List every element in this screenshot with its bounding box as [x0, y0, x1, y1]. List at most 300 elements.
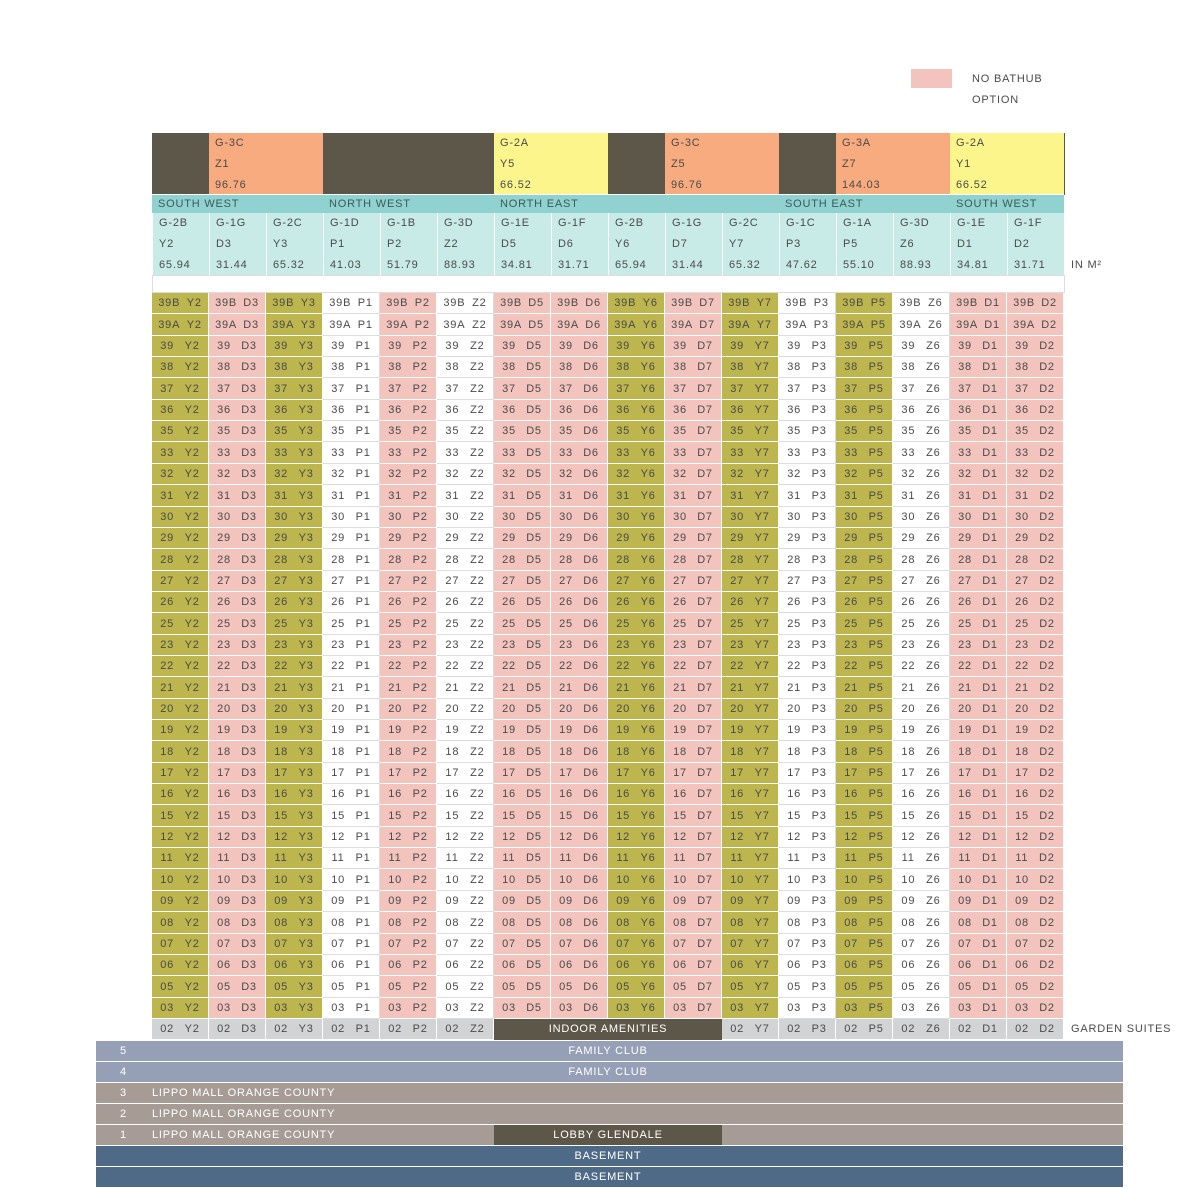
- unit-cell: [1007, 592, 1064, 613]
- floor-number: 07: [274, 938, 289, 950]
- unit-code: P2: [412, 340, 428, 352]
- unit-cell: [209, 912, 266, 934]
- unit-code: P3: [811, 446, 827, 459]
- unit-code: D7: [697, 425, 713, 437]
- floor-number: 07: [445, 938, 460, 950]
- floor-number: 03: [616, 1002, 631, 1014]
- unit-cell: [1007, 699, 1064, 720]
- floor-number: 37: [616, 382, 631, 395]
- floor-number: 06: [787, 959, 802, 971]
- unit-code: Y3: [298, 1023, 314, 1035]
- unit-cell: [494, 720, 551, 741]
- floor-number: 18: [502, 745, 516, 758]
- unit-code: D7: [697, 446, 713, 459]
- floor-number: 05: [160, 980, 175, 993]
- unit-cell: [608, 421, 665, 442]
- floor-number: 11: [730, 852, 744, 864]
- floor-number: 05: [445, 980, 460, 993]
- unit-code: D7: [697, 788, 713, 800]
- column-unit: Y6: [615, 238, 631, 250]
- unit-code: Y7: [754, 809, 770, 822]
- unit-code: P3: [811, 980, 827, 993]
- unit-cell: [665, 485, 722, 507]
- unit-code: D3: [241, 703, 257, 715]
- floor-number: 29: [388, 532, 403, 544]
- floor-number: 06: [217, 959, 231, 971]
- unit-code: P5: [868, 916, 884, 929]
- unit-code: Y7: [754, 980, 770, 993]
- floor-number: 33: [331, 446, 346, 459]
- unit-code: Y3: [298, 980, 314, 993]
- unit-code: Z2: [470, 916, 485, 929]
- unit-code: P1: [357, 318, 373, 331]
- unit-cell: [494, 485, 551, 507]
- unit-code: D2: [1039, 596, 1055, 608]
- unit-code: D2: [1041, 318, 1057, 331]
- unit-cell: [494, 955, 551, 976]
- unit-cell: [836, 869, 893, 891]
- unit-cell: [608, 592, 665, 613]
- unit-cell: [608, 741, 665, 763]
- unit-code: D5: [526, 596, 542, 608]
- unit-code: P1: [355, 382, 371, 395]
- unit-cell: [323, 741, 380, 763]
- unit-code: Y3: [298, 873, 314, 886]
- floor-number: 08: [445, 916, 460, 929]
- unit-cell: [893, 891, 950, 912]
- unit-code: P5: [868, 596, 884, 608]
- unit-code: Z2: [470, 788, 485, 800]
- direction-label: SOUTH WEST: [950, 194, 1064, 213]
- unit-cell: [665, 763, 722, 784]
- floor-number: 07: [331, 938, 346, 950]
- direction-label: SOUTH WEST: [152, 194, 323, 213]
- floor-number: 05: [502, 980, 516, 993]
- unit-cell: [950, 848, 1007, 869]
- top-unit-unit: Y5: [500, 158, 516, 170]
- floor-number: 28: [331, 553, 346, 566]
- floor-number: 32: [844, 468, 859, 480]
- unit-code: D3: [241, 895, 257, 907]
- column-unit: D7: [672, 238, 688, 250]
- floor-number: 22: [616, 660, 631, 672]
- floor-number: 26: [901, 596, 916, 608]
- column-header: [209, 213, 266, 275]
- floor-number: 39A: [671, 318, 694, 331]
- unit-code: D1: [982, 980, 998, 993]
- column-unit: Y2: [159, 238, 175, 250]
- unit-cell: [266, 869, 323, 891]
- floor-number: 37: [388, 382, 403, 395]
- unit-code: P2: [412, 596, 428, 608]
- unit-code: P2: [412, 511, 428, 523]
- unit-code: P1: [357, 297, 373, 309]
- unit-code: P1: [355, 959, 371, 971]
- floor-number: 28: [445, 553, 460, 566]
- floor-number: 08: [559, 916, 573, 929]
- unit-code: Y3: [298, 361, 314, 373]
- unit-code: P5: [868, 681, 884, 694]
- unit-cell: [1007, 891, 1064, 912]
- unit-cell: [551, 869, 608, 891]
- floor-number: 33: [217, 446, 231, 459]
- unit-code: P3: [811, 639, 827, 651]
- unit-cell: [494, 378, 551, 400]
- unit-code: D1: [982, 1002, 998, 1014]
- unit-code: Y7: [754, 361, 770, 373]
- floor-number: 23: [901, 639, 916, 651]
- unit-cell: [494, 592, 551, 613]
- unit-cell: [836, 891, 893, 912]
- unit-code: Y2: [184, 959, 200, 971]
- floor-number: 29: [502, 532, 516, 544]
- floor-number: 11: [502, 852, 516, 864]
- unit-code: P5: [868, 745, 884, 758]
- floor-number: 03: [559, 1002, 573, 1014]
- unit-code: P1: [355, 404, 371, 416]
- unit-code: Z6: [926, 724, 941, 736]
- unit-cell: [380, 656, 437, 677]
- floor-number: 28: [787, 553, 802, 566]
- unit-cell: [380, 528, 437, 549]
- unit-code: Z6: [926, 745, 941, 758]
- unit-code: D2: [1039, 724, 1055, 736]
- floor-number: 02: [217, 1023, 231, 1035]
- unit-code: D7: [697, 895, 713, 907]
- podium-level: [96, 1040, 1123, 1061]
- floor-number: 18: [388, 745, 403, 758]
- floor-number: 26: [388, 596, 403, 608]
- floor-number: 02: [160, 1023, 175, 1035]
- floor-number: 05: [730, 980, 745, 993]
- floor-number: 08: [730, 916, 745, 929]
- floor-number: 31: [958, 489, 972, 502]
- unit-cell: [380, 400, 437, 421]
- floor-number: 17: [901, 767, 916, 779]
- unit-code: Y7: [754, 660, 770, 672]
- column-unit: D6: [558, 238, 574, 250]
- floor-number: 26: [160, 596, 175, 608]
- floor-number: 32: [787, 468, 802, 480]
- floor-number: 26: [844, 596, 859, 608]
- unit-code: D3: [243, 318, 259, 331]
- unit-code: Y7: [754, 703, 770, 715]
- unit-cell: [950, 314, 1007, 336]
- unit-cell: [779, 293, 836, 314]
- floor-number: 09: [274, 895, 289, 907]
- unit-code: Y2: [184, 340, 200, 352]
- unit-cell: [665, 613, 722, 635]
- unit-cell: [152, 869, 209, 891]
- unit-cell: [380, 976, 437, 998]
- unit-cell: [836, 357, 893, 378]
- floor-number: 10: [958, 873, 972, 886]
- unit-cell: [779, 314, 836, 336]
- floor-number: 08: [787, 916, 802, 929]
- unit-code: Y2: [184, 724, 200, 736]
- unit-code: P2: [412, 361, 428, 373]
- floor-number: 03: [730, 1002, 745, 1014]
- column-type: G-1D: [330, 217, 360, 229]
- unit-cell: [893, 869, 950, 891]
- unit-cell: [209, 677, 266, 699]
- unit-cell: [722, 656, 779, 677]
- floor-number: 32: [502, 468, 516, 480]
- floor-number: 33: [445, 446, 460, 459]
- floor-number: 31: [217, 489, 231, 502]
- unit-cell: [893, 378, 950, 400]
- unit-code: D2: [1038, 852, 1055, 864]
- floor-number: 21: [502, 681, 516, 694]
- unit-cell: [893, 549, 950, 571]
- unit-code: Z2: [470, 681, 485, 694]
- unit-cell: [779, 656, 836, 677]
- floor-number: 23: [844, 639, 859, 651]
- unit-cell: [1007, 293, 1064, 314]
- unit-code: D7: [697, 617, 713, 630]
- podium-level: [96, 1145, 1123, 1166]
- unit-cell: [665, 677, 722, 699]
- unit-code: Z6: [925, 852, 941, 864]
- floor-number: 12: [1015, 831, 1029, 843]
- level-number: 1: [120, 1129, 127, 1141]
- unit-cell: [893, 464, 950, 485]
- unit-code: D1: [982, 532, 998, 544]
- floor-number: 08: [217, 916, 231, 929]
- unit-cell: [323, 421, 380, 442]
- level-number: 2: [120, 1108, 127, 1120]
- floor-number: 29: [958, 532, 972, 544]
- unit-code: D6: [583, 809, 599, 822]
- unit-cell: [152, 763, 209, 784]
- unit-code: D6: [583, 703, 599, 715]
- unit-code: P1: [355, 639, 371, 651]
- unit-code: D5: [526, 425, 542, 437]
- floor-number: 21: [616, 681, 631, 694]
- unit-cell: [836, 827, 893, 848]
- unit-code: P1: [355, 660, 371, 672]
- garden-suites-label: GARDEN SUITES: [1071, 1023, 1172, 1035]
- floor-number: 39: [160, 340, 175, 352]
- unit-cell: [323, 336, 380, 357]
- unit-code: Y2: [184, 553, 200, 566]
- unit-cell: [722, 357, 779, 378]
- unit-cell: [494, 314, 551, 336]
- unit-code: D6: [583, 639, 599, 651]
- unit-code: Y3: [298, 852, 314, 864]
- unit-cell: [323, 699, 380, 720]
- unit-code: P5: [868, 873, 884, 886]
- unit-cell: [836, 848, 893, 869]
- unit-code: P1: [355, 767, 371, 779]
- unit-cell: [608, 357, 665, 378]
- unit-code: Y6: [640, 980, 656, 993]
- unit-code: D5: [526, 767, 542, 779]
- unit-cell: [1007, 912, 1064, 934]
- floor-number: 19: [274, 724, 289, 736]
- floor-number: 16: [1015, 788, 1029, 800]
- column-area: 51.79: [387, 259, 419, 271]
- floor-number: 08: [502, 916, 516, 929]
- garden-unit-cell: [380, 1019, 437, 1040]
- unit-code: P5: [868, 553, 884, 566]
- floor-number: 16: [616, 788, 631, 800]
- floor-number: 38: [844, 361, 859, 373]
- unit-code: Y2: [186, 318, 202, 331]
- unit-cell: [893, 357, 950, 378]
- floor-number: 06: [901, 959, 916, 971]
- unit-code: P5: [868, 361, 884, 373]
- floor-number: 31: [160, 489, 175, 502]
- unit-code: Z6: [926, 959, 941, 971]
- unit-cell: [152, 549, 209, 571]
- unit-cell: [380, 549, 437, 571]
- unit-cell: [779, 848, 836, 869]
- unit-cell: [950, 635, 1007, 656]
- unit-cell: [266, 613, 323, 635]
- unit-code: P1: [355, 745, 371, 758]
- unit-cell: [950, 763, 1007, 784]
- column-header: [893, 213, 950, 275]
- floor-number: 20: [673, 703, 687, 715]
- unit-code: Y2: [184, 532, 200, 544]
- unit-cell: [437, 400, 494, 421]
- unit-code: D1: [982, 468, 998, 480]
- unit-code: Y2: [184, 681, 200, 694]
- floor-number: 16: [217, 788, 231, 800]
- unit-cell: [665, 805, 722, 827]
- unit-cell: [836, 934, 893, 955]
- unit-code: D1: [982, 724, 998, 736]
- unit-cell: [209, 934, 266, 955]
- unit-cell: [950, 464, 1007, 485]
- unit-cell: [323, 485, 380, 507]
- floor-number: 28: [844, 553, 859, 566]
- unit-code: Y3: [298, 468, 314, 480]
- unit-code: P5: [868, 511, 884, 523]
- floor-number: 09: [502, 895, 516, 907]
- unit-cell: [665, 720, 722, 741]
- floor-number: 22: [901, 660, 916, 672]
- floor-number: 12: [787, 831, 802, 843]
- unit-cell: [665, 378, 722, 400]
- unit-cell: [494, 571, 551, 592]
- floor-number: 11: [388, 852, 402, 864]
- unit-code: Y3: [298, 660, 314, 672]
- unit-code: P3: [811, 468, 827, 480]
- unit-code: Z6: [926, 809, 941, 822]
- floor-number: 25: [730, 617, 745, 630]
- unit-code: D6: [583, 361, 599, 373]
- unit-cell: [608, 571, 665, 592]
- column-unit: P3: [786, 238, 802, 250]
- unit-code: P2: [412, 959, 428, 971]
- unit-cell: [266, 741, 323, 763]
- unit-code: Y7: [754, 916, 770, 929]
- unit-cell: [893, 912, 950, 934]
- unit-cell: [836, 741, 893, 763]
- unit-code: D2: [1039, 511, 1055, 523]
- top-unit-type: G-2A: [956, 137, 985, 149]
- unit-cell: [152, 720, 209, 741]
- floor-number: 39B: [329, 297, 352, 309]
- unit-cell: [779, 613, 836, 635]
- floor-number: 28: [1015, 553, 1029, 566]
- floor-number: 21: [274, 681, 289, 694]
- floor-number: 22: [445, 660, 460, 672]
- floor-number: 30: [502, 511, 516, 523]
- unit-cell: [551, 293, 608, 314]
- floor-number: 09: [217, 895, 231, 907]
- unit-cell: [494, 656, 551, 677]
- unit-cell: [1007, 378, 1064, 400]
- unit-cell: [494, 400, 551, 421]
- unit-code: Y7: [754, 831, 770, 843]
- unit-code: D5: [526, 575, 542, 587]
- unit-cell: [893, 293, 950, 314]
- unit-cell: [608, 613, 665, 635]
- unit-cell: [893, 592, 950, 613]
- unit-code: D2: [1039, 382, 1055, 395]
- floor-number: 19: [787, 724, 802, 736]
- floor-number: 32: [673, 468, 687, 480]
- unit-cell: [494, 934, 551, 955]
- floor-number: 18: [217, 745, 231, 758]
- unit-cell: [665, 571, 722, 592]
- unit-code: Z2: [472, 318, 487, 331]
- unit-code: P3: [811, 660, 827, 672]
- top-unit-area: 66.52: [500, 179, 532, 191]
- unit-cell: [950, 741, 1007, 763]
- floor-number: 30: [673, 511, 687, 523]
- unit-code: D7: [697, 404, 713, 416]
- unit-cell: [380, 720, 437, 741]
- unit-cell: [152, 357, 209, 378]
- column-type: G-2B: [159, 217, 188, 229]
- floor-number: 15: [673, 809, 687, 822]
- unit-cell: [1007, 336, 1064, 357]
- floor-number: 35: [901, 425, 916, 437]
- column-type: G-2C: [729, 217, 759, 229]
- unit-code: Y3: [298, 831, 314, 843]
- unit-cell: [893, 314, 950, 336]
- unit-cell: [380, 357, 437, 378]
- unit-code: Y6: [642, 297, 658, 309]
- unit-code: D3: [241, 553, 257, 566]
- unit-cell: [266, 955, 323, 976]
- unit-code: D1: [982, 767, 998, 779]
- unit-cell: [1007, 357, 1064, 378]
- floor-number: 08: [901, 916, 916, 929]
- unit-code: P2: [412, 873, 428, 886]
- column-type: G-1G: [216, 217, 247, 229]
- unit-code: D5: [525, 852, 542, 864]
- floor-number: 39: [730, 340, 745, 352]
- garden-unit-cell: [1007, 1019, 1064, 1040]
- unit-code: D5: [526, 382, 542, 395]
- unit-cell: [722, 763, 779, 784]
- column-header: [665, 213, 722, 275]
- unit-cell: [437, 549, 494, 571]
- unit-cell: [950, 784, 1007, 805]
- unit-code: D3: [241, 873, 257, 886]
- unit-code: Z2: [470, 468, 485, 480]
- unit-code: Y7: [754, 895, 770, 907]
- floor-number: 26: [958, 596, 972, 608]
- unit-code: Y3: [298, 553, 314, 566]
- floor-number: 30: [1015, 511, 1029, 523]
- unit-code: D5: [526, 831, 542, 843]
